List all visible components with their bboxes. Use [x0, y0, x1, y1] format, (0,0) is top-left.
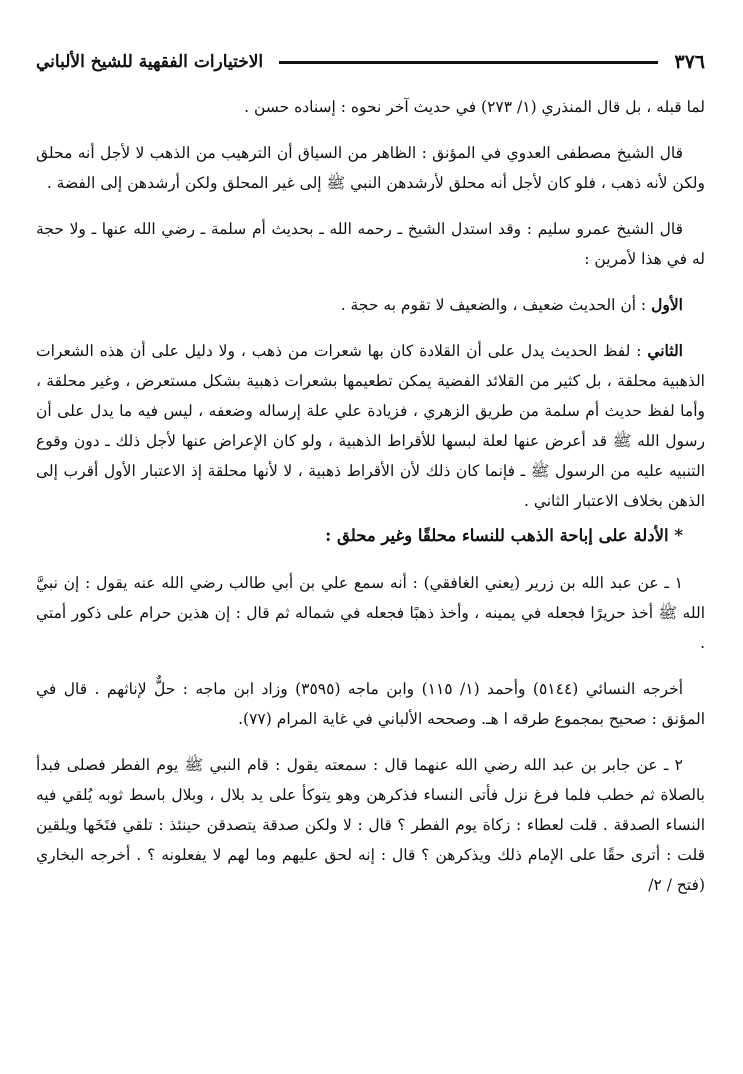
page-number: ٣٧٦: [674, 51, 705, 73]
page-header: [36, 44, 705, 80]
star-icon: *: [674, 526, 683, 545]
point-text: : أن الحديث ضعيف ، والضعيف لا تقوم به حجة .: [340, 296, 652, 314]
point-label: الثاني: [647, 341, 683, 360]
paragraph: ١ ـ عن عبد الله بن زرير (يعني الغافقي) : أنه سمع علي بن أبي طالب رضي الله عنه يقول : إن نبيَّ الله ﷺ أخذ حريرًا فجعله في يمينه ، وأخذ ذهبًا فجعله في شماله ثم قال : إن هذين حرام على ذكور أمتي .: [36, 574, 705, 652]
section-heading-text: الأدلة على إباحة الذهب للنساء محلقًا وغير محلق :: [325, 526, 669, 545]
point-text: : لفظ الحديث يدل على أن القلادة كان بها شعرات من ذهب ، ولا دليل على أن هذه الشعرات الذهبية محلقة ، بل كثير من القلائد الفضية يمكن تطعيمها بشعرات ذهبية بشكل مستعرض ، وغير محلقة ، وأما لفظ حديث أم سلمة من طريق الزهري ، فزيادة علي علة إرساله وضعفه ، ليس فيه ما يدل على أن رسول الله ﷺ قد أعرض عنها لعلة لبسها للأقراط الذهبية ، ولو كان الإعراض عنها لأجل ذلك ـ دون وقوع التنبيه عليه من الرسول ﷺ ـ فإنما كان ذلك لأن الأقراط ذهبية ، لا لأنها محلقة إذ الاعتبار الأول أقرب إلى الذهن بخلاف الاعتبار الثاني .: [36, 342, 705, 510]
paragraph: [36, 336, 705, 516]
paragraph: قال الشيخ مصطفى العدوي في المؤنق : الظاهر من السياق أن الترهيب من الذهب لا لأجل أنه محلق ولكن لأنه ذهب ، فلو كان لأجل أنه محلق لأرشدهن النبي ﷺ إلى غير المحلق ولكن أرشدهن إلى الفضة .: [36, 144, 705, 192]
header-rule: [279, 61, 658, 64]
running-title: الاختيارات الفقهية للشيخ الألباني: [36, 52, 264, 72]
paragraph: ٢ ـ عن جابر بن عبد الله رضي الله عنهما قال : سمعته يقول : قام النبي ﷺ يوم الفطر فصلى فبدأ بالصلاة ثم خطب فلما فرغ نزل فأتى النساء فذكرهن وهو يتوكأ على يد بلال ، وبلال باسط ثوبه يُلقي فيه النساء الصدقة . قلت لعطاء : زكاة يوم الفطر ؟ قال : لا ولكن صدقة يتصدقن حينئذ : تلقي فتَخَها ويلقين قلت : أترى حقًا على الإمام ذلك ويذكرهن ؟ قال : إنه لحق عليهم وما لهم لا يفعلونه ؟ . أخرجه البخاري (فتح / ٢/: [36, 756, 705, 894]
page-body: [36, 92, 705, 900]
paragraph: قال الشيخ عمرو سليم : وقد استدل الشيخ ـ رحمه الله ـ بحديث أم سلمة ـ رضي الله عنها ـ ولا حجة له في هذا لأمرين :: [36, 220, 705, 268]
paragraph: لما قبله ، بل قال المنذري (١/ ٢٧٣) في حديث آخر نحوه : إسناده حسن .: [244, 98, 705, 116]
section-heading: [36, 520, 705, 552]
point-label: الأول: [651, 295, 683, 314]
paragraph: [36, 290, 705, 320]
paragraph: أخرجه النسائي (٥١٤٤) وأحمد (١/ ١١٥) وابن ماجه (٣٥٩٥) وزاد ابن ماجه : حلٌّ لإناثهم . قال في المؤنق : صحيح بمجموع طرقه ا هـ. وصححه الألباني في غاية المرام (٧٧).: [36, 680, 705, 728]
